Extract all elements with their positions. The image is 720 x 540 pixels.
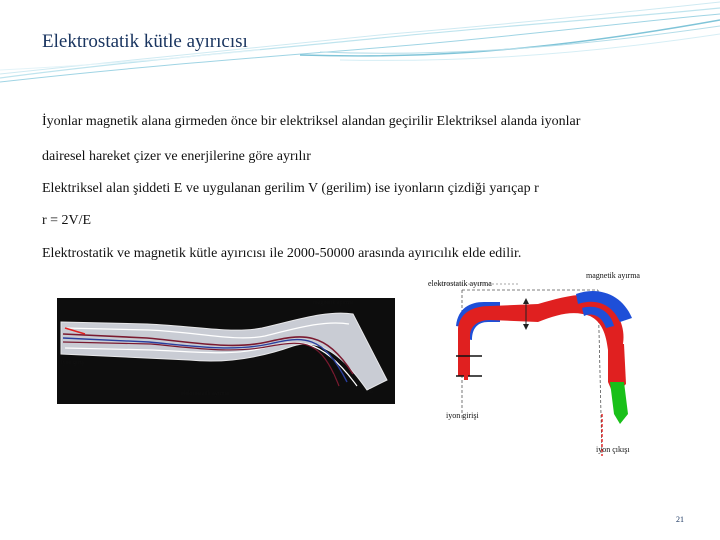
right-label-electrostatic: elektrostatik ayırma [428,279,492,288]
right-label-magnetic: magnetik ayırma [586,271,640,280]
left-label-ion-entry: iyon giriş [61,360,84,366]
right-label-ion-entry: iyon girişi [446,411,479,420]
right-ion-path-diagram [426,264,666,458]
left-label-point-a: A [331,374,336,380]
paragraph-3: Elektriksel alan şiddeti E ve uygulanan gerilim V (gerilim) ise iyonların çizdiği yarıçap r [42,181,539,196]
paragraph-1: İyonlar magnetik alana girmeden önce bir elektriksel alandan geçirilir Elektriksel alanda iyonlar [42,114,581,129]
page-number: 21 [676,515,684,524]
left-label-point-b: B [369,389,374,395]
right-label-ion-exit: iyon çıkışı [596,445,630,454]
formula: r = 2V/E [42,213,92,228]
left-label-magnetic: magnetik ayırma [313,300,354,306]
paragraph-4: Elektrostatik ve magnetik kütle ayırıcısı ile 2000-50000 arasında ayırıcılık elde edilir. [42,246,522,261]
left-analyzer-diagram [57,298,395,404]
paragraph-2: dairesel hareket çizer ve enerjilerine göre ayrılır [42,149,311,164]
slide-title: Elektrostatik kütle ayırıcısı [42,31,248,52]
left-label-electrostatic: elektrostatik ayırma [181,391,229,397]
